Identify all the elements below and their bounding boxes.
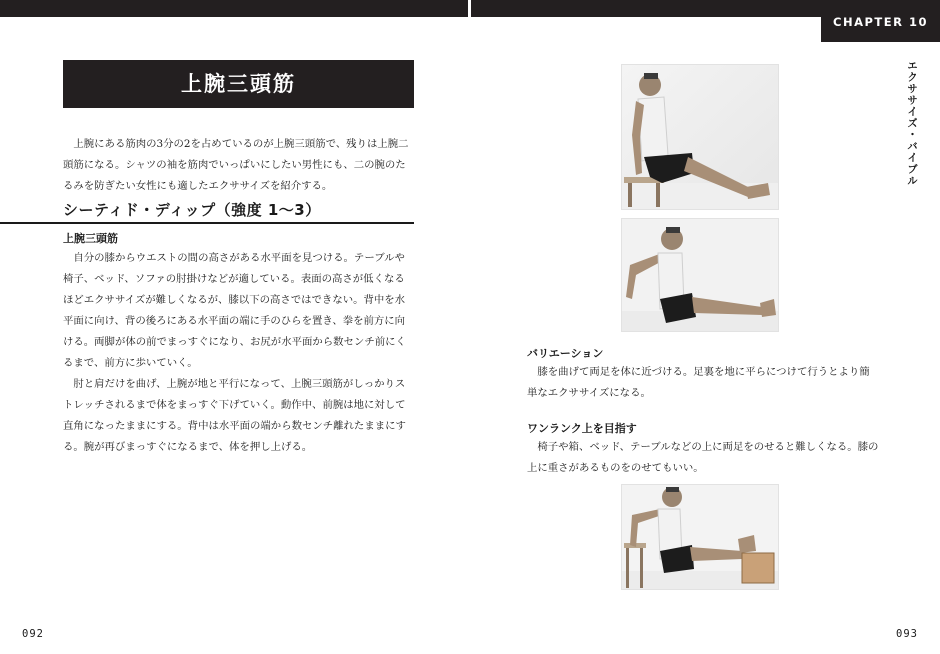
exercise-title: シーティド・ディップ（強度 1〜3） (63, 201, 321, 219)
variation-label: バリエーション (527, 347, 604, 360)
instruction-paragraph-2: 肘と肩だけを曲げ、上腕が地と平行になって、上腕三頭筋がしっかりストレッチされるまで体をまっすぐ下げていく。動作中、前腕は地に対して直角になったままにする。背中は水平面の端から数センチ離れたままにする。腕が再びまっすぐになるまで、体を押し上げる。 (63, 378, 406, 453)
exercise-photo-bottom (621, 218, 779, 332)
intro-paragraph: 上腕にある筋肉の3分の2を占めているのが上腕三頭筋で、残りは上腕二頭筋になる。シャツの袖を筋肉でいっぱいにしたい男性にも、二の腕のたるみを防ぎたい女性にも適したエクササイズを紹介する。 (63, 138, 409, 192)
page-number-right: 093 (896, 628, 918, 640)
section-title: 上腕三頭筋 (63, 60, 414, 108)
page-number-left: 092 (22, 628, 44, 640)
instruction-paragraph-1: 自分の膝からウエストの間の高さがある水平面を見つける。テーブルや椅子、ベッド、ソファの肘掛けなどが適している。表面の高さが低くなるほどエクササイズが難しくなるが、膝以下の高さではできない。背中を水平面に向け、背の後ろにある水平面の端に手のひらを置き、拳を前方に向ける。両脚が体の前でまっすぐになり、お尻が水平面から数センチ前にくるまで、前方に歩いていく。 (63, 252, 406, 369)
exercise-photo-advanced (621, 484, 779, 590)
variation-text-block (527, 362, 879, 404)
advance-text-block (527, 437, 879, 479)
side-book-title: エクササイズ・バイブル (906, 60, 918, 187)
advance-label: ワンランク上を目指す (527, 422, 637, 435)
top-bar-left (0, 0, 468, 17)
instruction-text (63, 248, 415, 458)
chapter-tab: CHAPTER 10 (821, 0, 940, 42)
exercise-title-rule (0, 222, 414, 224)
exercise-photo-start (621, 64, 779, 210)
advance-text: 椅子や箱、ベッド、テーブルなどの上に両足をのせると難しくなる。膝の上に重さがあるものをのせてもいい。 (527, 441, 879, 474)
variation-text: 膝を曲げて両足を体に近づける。足裏を地に平らにつけて行うとより簡単なエクササイズになる。 (527, 366, 870, 399)
muscle-label: 上腕三頭筋 (63, 232, 118, 245)
